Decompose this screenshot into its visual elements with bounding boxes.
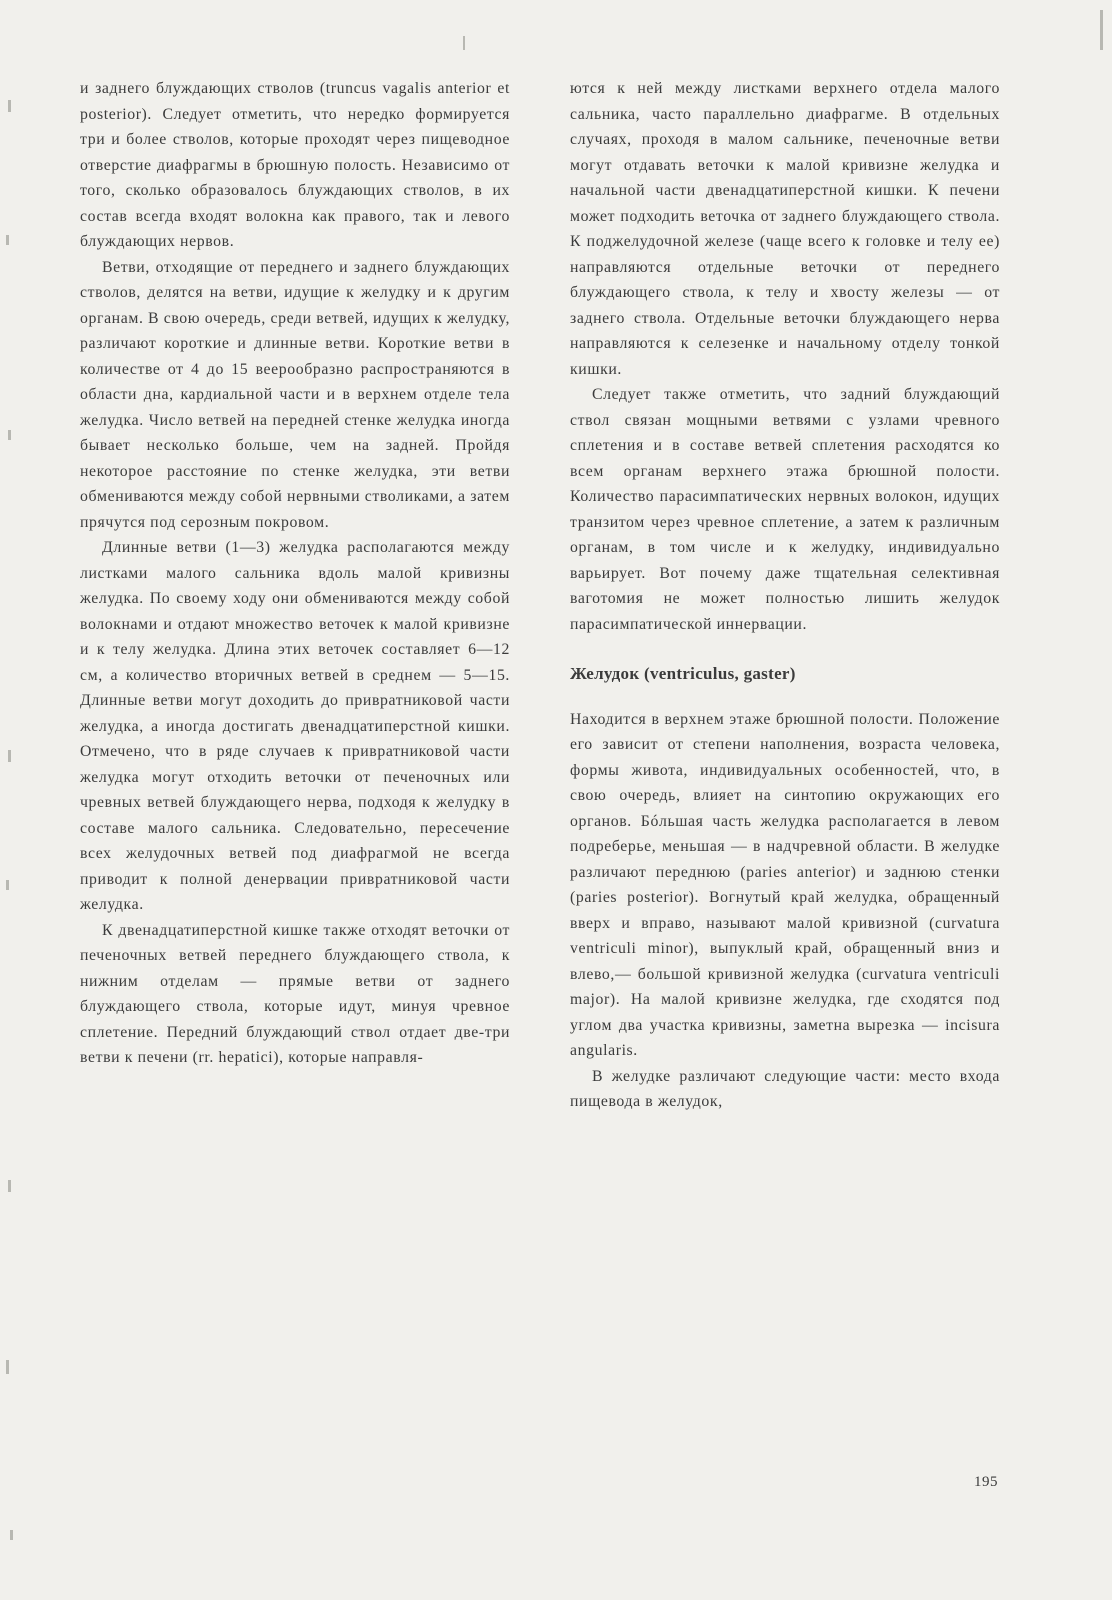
left-paragraph-1: и заднего блуждающих стволов (truncus vagalis anterior et posterior). Следует отметить, что нередко формируется три и более стволов, которые проходят через пищеводное отверстие диафрагмы в брюшную полость. Независимо от того, сколько образовалось блуждающих стволов, в их состав всегда входят волокна как правого, так и левого блуждающих нервов. bbox=[80, 80, 510, 250]
scan-mark-left-7 bbox=[6, 1360, 9, 1374]
right-paragraph-1: ются к ней между листками верхнего отдела малого сальника, часто параллельно диафрагме. В отдельных случаях, проходя в малом сальнике, печеночные ветви могут отдавать веточки к малой кривизне желудка и начальной части двенадцатиперстной кишки. К печени может подходить веточка от заднего блуждающего ствола. К поджелудочной железе (чаще всего к головке и телу ее) направляются отдельные веточки от переднего блуждающего ствола, к телу и хвосту железы — от заднего ствола. Отдельные веточки блуждающего нерва направляются к селезенке и начальному отделу тонкой кишки. bbox=[570, 80, 1000, 378]
right-paragraph-3: Находится в верхнем этаже брюшной полости. Положение его зависит от степени наполнения, возраста человека, формы живота, индивидуальных особенностей, что, в свою очередь, влияет на синтопию окружающих его органов. Бóльшая часть желудка располагается в левом подреберье, меньшая — в надчревной области. В желудке различают переднюю (paries anterior) и заднюю стенки (paries posterior). Вогнутый край желудка, обращенный вверх и вправо, называют малой кривизной (curvatura ventriculi minor), выпуклый край, обращенный вниз и влево,— большой кривизной желудка (curvatura ventriculi major). На малой кривизне желудка, где сходятся под углом два участка кривизны, заметна вырезка — incisura angularis. bbox=[570, 710, 1000, 1059]
page-number: 195 bbox=[974, 1474, 998, 1490]
left-paragraph-4: К двенадцатиперстной кишке также отходят веточки от печеночных ветвей переднего блуждающего ствола, к нижним отделам — прямые ветви от заднего блуждающего ствола, которые идут, минуя чревное сплетение. Передний блуждающий ствол отдает две-три ветви к печени (rr. hepatici), которые направля- bbox=[80, 921, 510, 1066]
right-paragraph-2: Следует также отметить, что задний блуждающий ствол связан мощными ветвями с узлами чревного сплетения и в составе ветвей сплетения расходятся ко всем органам верхнего этажа брюшной полости. Количество парасимпатических нервных волокон, идущих транзитом через чревное сплетение, а затем к различным органам, в том числе и к желудку, индивидуально варьирует. Вот почему даже тщательная селективная ваготомия не может полностью лишить желудок парасимпатической иннервации. bbox=[570, 386, 1000, 633]
scan-mark-left-6 bbox=[8, 1180, 11, 1192]
right-column bbox=[570, 76, 1000, 1115]
scan-mark-left-2 bbox=[6, 235, 9, 245]
scan-mark-left-8 bbox=[10, 1530, 13, 1540]
scan-mark-left-5 bbox=[6, 880, 9, 890]
left-column bbox=[80, 76, 510, 1071]
section-heading: Желудок (ventriculus, gaster) bbox=[570, 664, 796, 683]
scan-mark-top bbox=[463, 36, 465, 50]
left-paragraph-3: Длинные ветви (1—3) желудка располагаются между листками малого сальника вдоль малой кривизны желудка. По своему ходу они обмениваются между собой волокнами и отдают множество веточек к малой кривизне и к телу желудка. Длина этих веточек составляет 6—12 см, а количество вторичных ветвей в среднем — 5—15. Длинные ветви могут доходить до привратниковой части желудка, а иногда достигать двенадцатиперстной кишки. Отмечено, что в ряде случаев к привратниковой части желудка могут отходить веточки от печеночных или чревных ветвей блуждающего нерва, подходя к желудку в составе малого сальника. Следовательно, пересечение всех желудочных ветвей под диафрагмой не всегда приводит к полной денервации привратниковой части желудка. bbox=[80, 539, 510, 913]
right-paragraph-4: В желудке различают следующие части: место входа пищевода в желудок, bbox=[570, 1067, 1000, 1110]
scan-mark-left-4 bbox=[8, 750, 11, 762]
scan-mark-left-3 bbox=[8, 430, 11, 440]
left-paragraph-2: Ветви, отходящие от переднего и заднего блуждающих стволов, делятся на ветви, идущие к желудку и к другим органам. В свою очередь, среди ветвей, идущих к желудку, различают короткие и длинные ветви. Короткие ветви в количестве от 4 до 15 веерообразно распространяются в области дна, кардиальной части и в верхнем отделе тела желудка. Число ветвей на передней стенке желудка иногда бывает несколько больше, чем на задней. Пройдя некоторое расстояние по стенке желудка, эти ветви обмениваются между собой нервными стволиками, а затем прячутся под серозным покровом. bbox=[80, 258, 510, 531]
scan-mark-left-1 bbox=[8, 100, 11, 112]
scan-mark-right bbox=[1100, 10, 1103, 50]
